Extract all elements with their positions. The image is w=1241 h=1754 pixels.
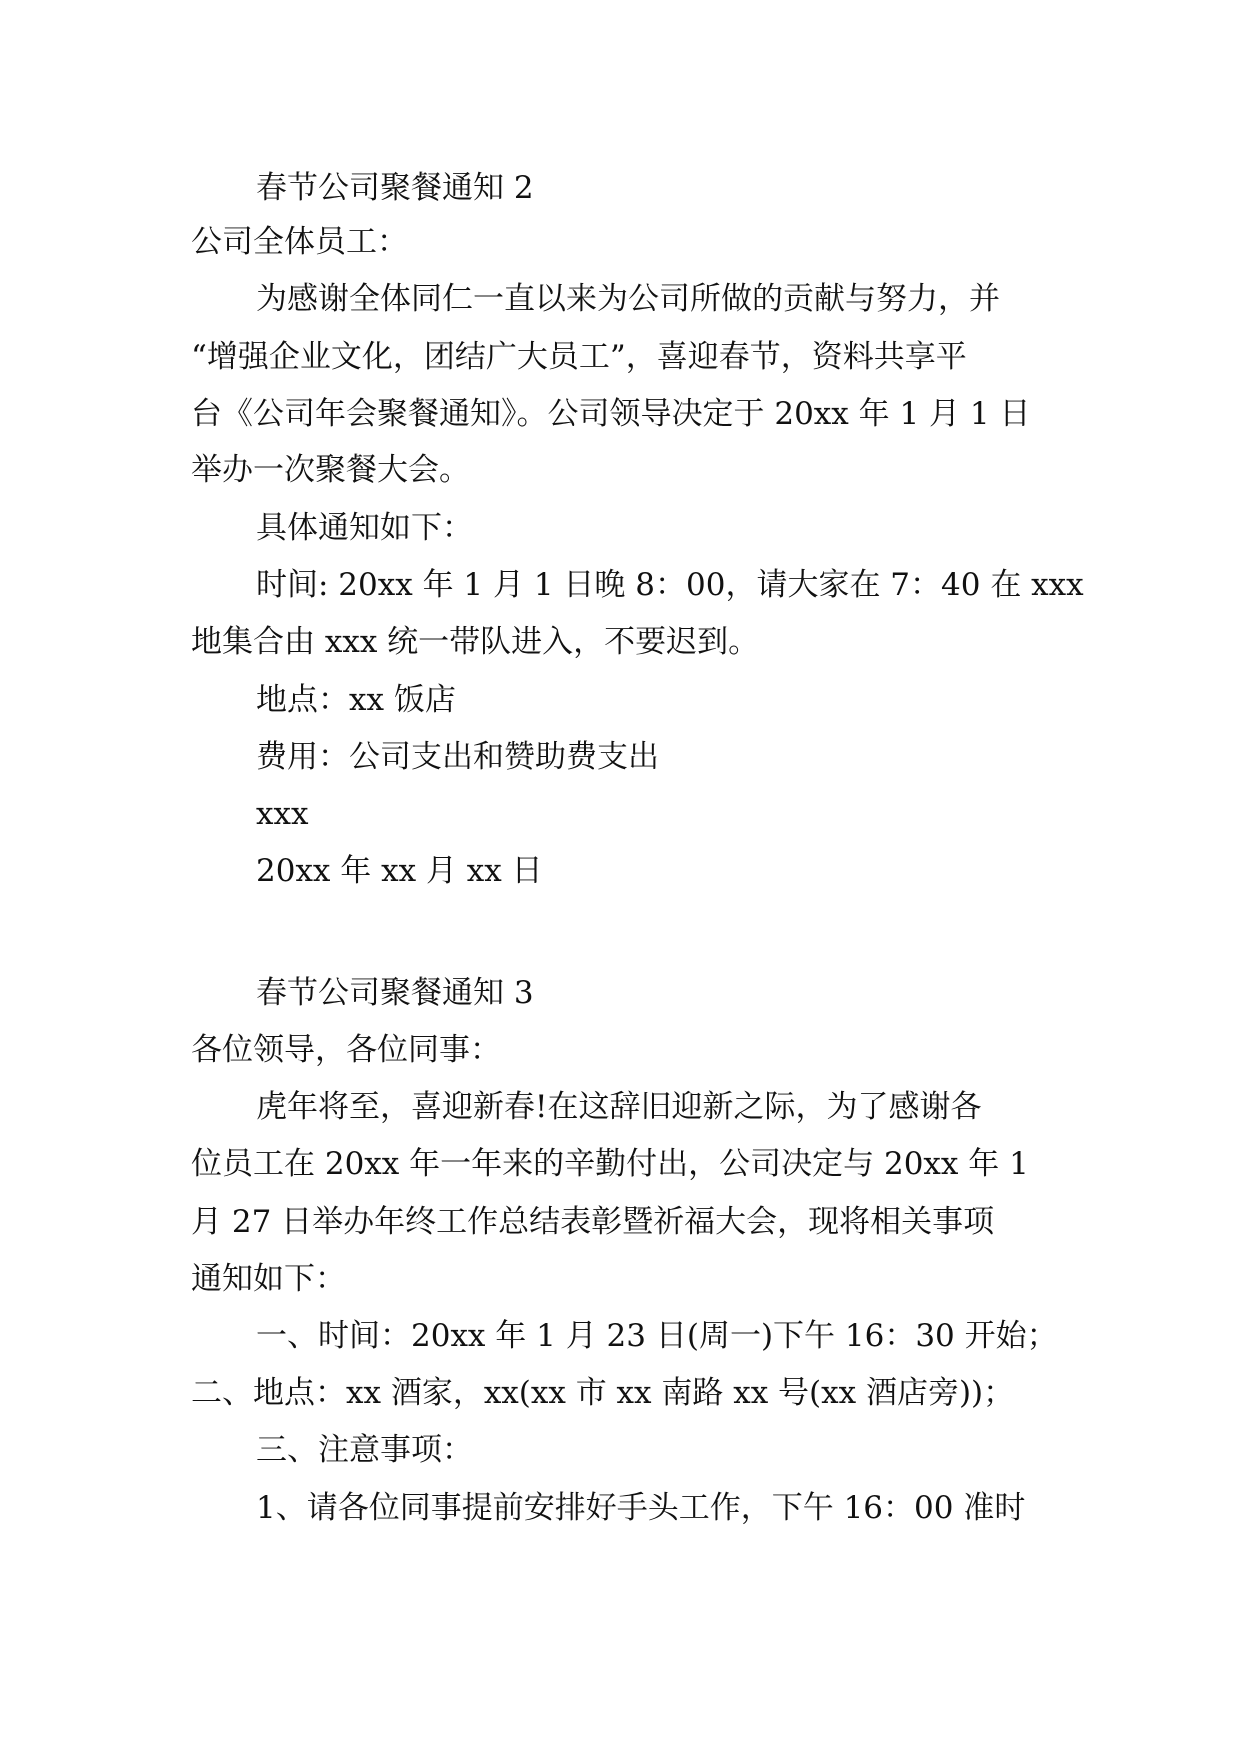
section2-signer: xxx [256, 796, 309, 832]
section2-cost: 费用：公司支出和赞助费支出 [256, 739, 659, 775]
section3-body-line: 位员工在 20xx 年一年来的辛勤付出，公司决定与 20xx 年 1 [191, 1146, 1029, 1182]
section2-time-line: 地集合由 xxx 统一带队进入，不要迟到。 [191, 624, 760, 660]
section3-title: 春节公司聚餐通知 3 [256, 975, 534, 1011]
section3-item-time: 一、时间：20xx 年 1 月 23 日(周一)下午 16：30 开始； [256, 1318, 1058, 1354]
section3-body-line: 虎年将至，喜迎新春!在这辞旧迎新之际，为了感谢各 [256, 1089, 982, 1125]
section3-item-notes: 三、注意事项： [256, 1432, 473, 1468]
section3-body-line: 通知如下： [191, 1261, 346, 1297]
section3-note-line: 1、请各位同事提前安排好手头工作，下午 16：00 准时 [256, 1490, 1026, 1526]
section3-body-line: 月 27 日举办年终工作总结表彰暨祈福大会，现将相关事项 [191, 1204, 995, 1240]
section2-intro: 具体通知如下： [256, 510, 473, 546]
section2-body-line: 台《公司年会聚餐通知》。公司领导决定于 20xx 年 1 月 1 日 [191, 396, 1031, 432]
section2-salutation: 公司全体员工： [191, 224, 408, 260]
section2-place: 地点：xx 饭店 [256, 682, 456, 718]
section2-time-line: 时间: 20xx 年 1 月 1 日晚 8：00，请大家在 7：40 在 xxx [256, 567, 1084, 603]
section2-body-line: 举办一次聚餐大会。 [191, 452, 470, 488]
section3-salutation: 各位领导，各位同事： [191, 1032, 501, 1068]
section2-date: 20xx 年 xx 月 xx 日 [256, 853, 543, 889]
section2-body-line: 为感谢全体同仁一直以来为公司所做的贡献与努力，并 [256, 281, 1000, 317]
section2-body-line: “增强企业文化，团结广大员工”，喜迎春节，资料共享平 [191, 339, 967, 375]
section3-item-place: 二、地点：xx 酒家，xx(xx 市 xx 南路 xx 号(xx 酒店旁))； [191, 1375, 1015, 1411]
section2-title: 春节公司聚餐通知 2 [256, 170, 534, 206]
